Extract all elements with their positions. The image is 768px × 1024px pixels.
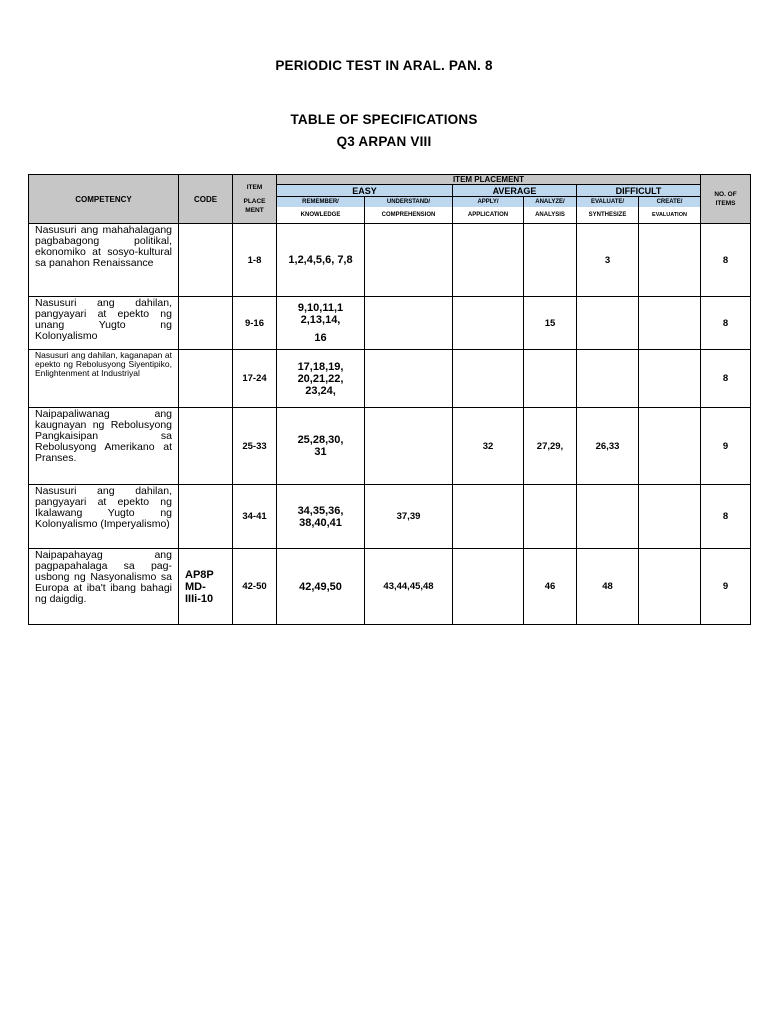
placement-cell: 42-50 [233,549,277,625]
understand-cell [365,408,453,485]
apply-cell [453,549,524,625]
understand-cell: 37,39 [365,485,453,549]
create-cell [639,224,701,297]
header-code: CODE [179,175,233,224]
apply-cell: 32 [453,408,524,485]
placement-cell: 25-33 [233,408,277,485]
table-row [29,408,751,485]
sub-header-comprehension: COMPREHENSION [365,207,453,224]
header-item-placement-line2: PLACE [243,198,266,205]
items-cell: 8 [701,297,751,350]
understand-cell [365,224,453,297]
page-title: PERIODIC TEST IN ARAL. PAN. 8 [275,58,493,73]
apply-cell [453,485,524,549]
competency-cell: Naipapaliwanag ang kaugnayan ng Rebolusyong Pangkaisipan sa Rebolusyong Amerikano at Pranses. [29,408,179,485]
analyze-cell [524,224,577,297]
table-subtitle: Q3 ARPAN VIII [336,134,432,149]
placement-cell: 34-41 [233,485,277,549]
understand-cell [365,297,453,350]
sub-header-remember: REMEMBER/ [277,197,365,207]
create-cell [639,408,701,485]
table-row [29,549,751,625]
table-row [29,350,751,408]
items-cell: 8 [701,350,751,408]
table-row [29,485,751,549]
header-item-placement-line3: MENT [245,207,264,214]
sub-header-analyze: ANALYZE/ [524,197,577,207]
items-cell: 8 [701,485,751,549]
create-cell [639,350,701,408]
code-cell: AP8P MD- IIIi-10 [179,549,233,625]
header-item-placement-group: ITEM PLACEMENT [277,175,701,185]
header-item-placement [233,175,277,224]
analyze-cell [524,485,577,549]
header-difficult: DIFFICULT [577,185,701,197]
code-cell [179,408,233,485]
remember-line: 16 [314,332,327,344]
sub-header-create: CREATE/ [639,197,701,207]
remember-cell: 34,35,36, 38,40,41 [277,485,365,549]
understand-cell [365,350,453,408]
sub-header-apply: APPLY/ [453,197,524,207]
code-cell [179,224,233,297]
analyze-cell [524,350,577,408]
competency-cell: Naipapahayag ang pagpapahalaga sa pag-usbong ng Nasyonalismo sa Europa at iba't ibang bahagi ng daigdig. [29,549,179,625]
analyze-cell: 27,29, [524,408,577,485]
placement-cell: 17-24 [233,350,277,408]
evaluate-cell [577,350,639,408]
evaluate-cell [577,485,639,549]
sub-header-evaluation: EVALUATION [639,207,701,224]
placement-cell: 9-16 [233,297,277,350]
items-cell: 9 [701,408,751,485]
code-cell [179,297,233,350]
evaluate-cell: 48 [577,549,639,625]
remember-cell: 25,28,30, 31 [277,408,365,485]
items-cell: 8 [701,224,751,297]
remember-cell: 17,18,19, 20,21,22, 23,24, [277,350,365,408]
header-average: AVERAGE [453,185,577,197]
create-cell [639,485,701,549]
evaluate-cell [577,297,639,350]
apply-cell [453,224,524,297]
code-cell [179,350,233,408]
analyze-cell: 15 [524,297,577,350]
sub-header-understand: UNDERSTAND/ [365,197,453,207]
competency-cell: Nasusuri ang mahahalagang pagbabagong politikal, ekonomiko at sosyo-kultural sa panahon Renaissance [29,224,179,297]
apply-cell [453,350,524,408]
sub-header-analysis: ANALYSIS [524,207,577,224]
header-easy: EASY [277,185,453,197]
placement-cell: 1-8 [233,224,277,297]
create-cell [639,549,701,625]
remember-cell: 42,49,50 [277,549,365,625]
sub-header-synthesize: SYNTHESIZE [577,207,639,224]
sub-header-application: APPLICATION [453,207,524,224]
sub-header-evaluate: EVALUATE/ [577,197,639,207]
header-competency: COMPETENCY [29,175,179,224]
evaluate-cell: 3 [577,224,639,297]
analyze-cell: 46 [524,549,577,625]
header-item-placement-line1: ITEM [246,184,263,191]
competency-cell: Nasusuri ang dahilan, kaganapan at epekto ng Rebolusyong Siyentipiko, Enlightenment at Industriyal [29,350,179,408]
remember-cell: 1,2,4,5,6, 7,8 [277,224,365,297]
remember-line: 2,13,14, [300,314,341,326]
competency-cell: Nasusuri ang dahilan, pangyayari at epekto ng unang Yugto ng Kolonyalismo [29,297,179,350]
competency-cell: Nasusuri ang dahilan, pangyayari at epekto ng Ikalawang Yugto ng Kolonyalismo (Imperyalismo) [29,485,179,549]
header-no-of-items-line2: ITEMS [715,200,736,207]
apply-cell [453,297,524,350]
header-no-of-items-line1: NO. OF [714,191,737,198]
table-row [29,224,751,297]
understand-cell: 43,44,45,48 [365,549,453,625]
evaluate-cell: 26,33 [577,408,639,485]
code-cell [179,485,233,549]
table-row [29,297,751,350]
create-cell [639,297,701,350]
remember-line: 9,10,11,1 [297,302,344,314]
header-no-of-items [701,175,751,224]
items-cell: 9 [701,549,751,625]
remember-cell [277,297,365,350]
table-title: TABLE OF SPECIFICATIONS [290,112,478,127]
specifications-table [28,174,751,625]
sub-header-knowledge: KNOWLEDGE [277,207,365,224]
